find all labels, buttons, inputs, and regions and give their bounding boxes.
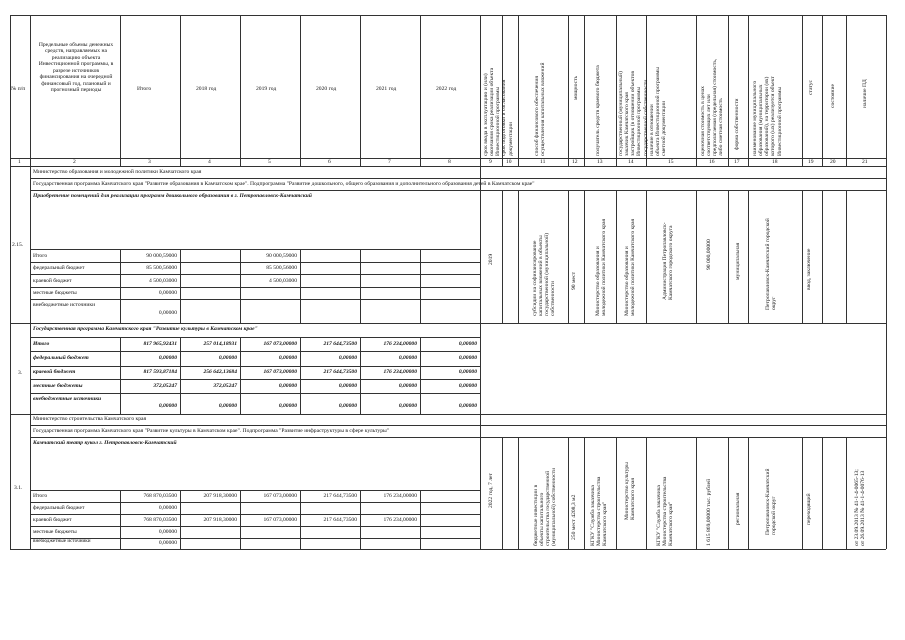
col-line <box>300 249 301 323</box>
cell-total: 0,00000 <box>158 310 177 316</box>
cell-2018: 256 642,13684 <box>203 369 237 375</box>
row-line <box>30 351 480 352</box>
colnum: 3 <box>148 159 151 165</box>
col-line <box>616 15 617 166</box>
colnum: 4 <box>208 159 211 165</box>
cell-2018: 207 918,30000 <box>203 493 237 499</box>
row-line <box>30 287 480 288</box>
col-line <box>748 15 749 166</box>
cell-total: 768 870,03500 <box>143 517 177 523</box>
col-line <box>180 337 181 414</box>
cell-total: 817 965,92431 <box>143 341 177 347</box>
cell-total: 0,00000 <box>158 355 177 361</box>
col-line <box>568 190 569 323</box>
cell-total: 0,00000 <box>158 403 177 409</box>
cell-2019: 167 073,00000 <box>263 341 297 347</box>
s3-state: переходящий <box>806 493 812 525</box>
colnum: 18 <box>772 159 778 165</box>
row-line <box>30 249 480 250</box>
col-line <box>568 437 569 549</box>
col-line <box>748 190 749 323</box>
header-col13: государственный (муниципальный) заказчик Камчатского края застройщик (в отношении объектов Инвестиционной программы государственной собственности <box>618 70 649 156</box>
col-line <box>300 15 301 166</box>
cell-total: 0,00000 <box>158 540 177 546</box>
col-line <box>846 190 847 323</box>
col-line <box>120 337 121 414</box>
cell-2022: 0,00000 <box>458 403 477 409</box>
cell-2018: 0,00000 <box>218 403 237 409</box>
col-line <box>728 437 729 549</box>
colnum: 9 <box>489 159 492 165</box>
cell-2020: 217 644,73500 <box>323 369 357 375</box>
colnum: 13 <box>597 159 603 165</box>
s1-ownership: муниципальная <box>735 242 741 280</box>
col-line <box>420 249 421 323</box>
row-number: 3. <box>18 370 23 376</box>
colnum: 2 <box>73 159 76 165</box>
colnum: 7 <box>388 159 391 165</box>
row-line <box>30 274 480 275</box>
header-col17: наименование муниципального образования (муниципальных образований), на территории (ях) которого (ых) реализуется объект Инвестиционной программы <box>752 76 783 156</box>
colnum: 10 <box>506 159 512 165</box>
s1-commission-year: 2019 <box>488 253 494 265</box>
col-line <box>696 15 697 166</box>
col-line <box>30 15 31 549</box>
col-line <box>180 490 181 549</box>
col-line <box>420 15 421 166</box>
header-col12: получатель средств краевого бюджета <box>595 65 601 156</box>
s3-customer: Министерство культуры Камчатского края <box>624 462 637 520</box>
cell-2019: 85 500,56000 <box>266 265 297 271</box>
header-col18: статус <box>808 80 814 95</box>
col-line <box>502 190 503 323</box>
row-number: 2.15. <box>12 242 24 248</box>
cell-2020: 217 644,73500 <box>323 517 357 523</box>
col-line <box>518 15 519 166</box>
col-line <box>240 249 241 323</box>
row-label: краевой бюджет <box>33 369 76 375</box>
col-line <box>502 437 503 549</box>
s3-recipient: КГКУ "Служба заказчика Министерства строительства Камчатского края" <box>590 476 609 546</box>
cell-total: 0,00000 <box>158 505 177 511</box>
cell-total: 768 870,03500 <box>143 493 177 499</box>
colnum: 19 <box>808 159 814 165</box>
s1-customer: Министерство образования и молодежной политики Камчатского края <box>624 218 637 316</box>
col-line <box>846 15 847 166</box>
header-col3: Итого <box>137 86 152 92</box>
cell-2022: 0,00000 <box>458 383 477 389</box>
col-line <box>360 15 361 166</box>
row-line <box>30 262 480 263</box>
s3-design-docs: от 23.09.2013 № 41-1-4-0065-13; от 26.09.2013 № 41-1-4-0076-13 <box>854 469 867 546</box>
cell-2020: 0,00000 <box>338 403 357 409</box>
cell-2018: 257 014,18931 <box>203 341 237 347</box>
s1-developer: Администрация Петропавловск- Камчатского городского округа <box>662 222 675 300</box>
row-number: 3.1. <box>14 485 23 491</box>
cell-2019: 90 000,59000 <box>266 253 297 259</box>
col-line <box>802 437 803 549</box>
object-title: Приобретение помещений для реализации программ дошкольного образования в г. Петропавловск-Камчатский <box>33 193 312 199</box>
cell-2019: 167 073,00000 <box>263 369 297 375</box>
cell-2018: 372,05247 <box>213 383 237 389</box>
colnum: 5 <box>268 159 271 165</box>
col-line <box>616 437 617 549</box>
colnum: 11 <box>540 159 546 165</box>
row-line <box>30 514 480 515</box>
col-line <box>822 437 823 549</box>
colnum: 16 <box>709 159 715 165</box>
col-line <box>584 15 585 166</box>
cell-2022: 0,00000 <box>458 369 477 375</box>
colnum: 17 <box>734 159 740 165</box>
col-line <box>360 249 361 323</box>
col-line <box>480 15 481 549</box>
colnum-bottom-line <box>10 166 886 167</box>
cell-2019: 0,00000 <box>278 355 297 361</box>
cell-2018: 207 918,30000 <box>203 517 237 523</box>
s1-estimated-cost: 90 000,00000 <box>706 239 712 270</box>
row-label: Итого <box>33 253 48 259</box>
row-line <box>30 178 886 179</box>
colnum: 8 <box>448 159 451 165</box>
table-border-top <box>10 15 886 16</box>
cell-total: 4 500,03000 <box>149 278 177 284</box>
cell-total: 0,00000 <box>158 290 177 296</box>
col-line <box>300 490 301 549</box>
cell-2021: 0,00000 <box>398 403 417 409</box>
cell-total: 0,00000 <box>158 529 177 535</box>
s3-capacity: 250 мест 4208,3 м2 <box>571 494 577 540</box>
section-line <box>10 414 886 415</box>
header-col2: Предельные объемы денежных средств, направляемых на реализацию объекта Инвестиционной программы, в разрезе источников финансирования на очередной финансовый год, плановый и прогнозный периоды <box>38 42 114 93</box>
object-title: Камчатский театр кукол г. Петропавловск-Камчатский <box>33 440 177 446</box>
col-line <box>360 337 361 414</box>
col-line <box>240 15 241 166</box>
col-line <box>822 15 823 166</box>
row-line <box>30 337 480 338</box>
header-col10: способ финансового обеспечения осуществления капитальных вложений <box>534 62 547 156</box>
row-line <box>30 425 886 426</box>
header-col11: мощность <box>573 75 579 100</box>
colnum: 20 <box>830 159 836 165</box>
row-line <box>30 366 480 367</box>
row-label: внебюджетные источники <box>33 538 91 544</box>
program-title: Государственная программа Камчатского края "Развитие культуры в Камчатском крае". Подпрограмма "Развитие инфраструктуры в сфере культуры" <box>33 428 390 434</box>
col-line <box>120 490 121 549</box>
header-col16: форма собственности <box>734 98 740 150</box>
colnum: 21 <box>862 159 868 165</box>
col-line <box>616 190 617 323</box>
row-label: местные бюджеты <box>33 290 77 296</box>
colnum: 14 <box>628 159 634 165</box>
cell-2021: 176 234,00000 <box>383 341 417 347</box>
col-line <box>696 437 697 549</box>
s1-municipality: Петропавловск-Камчатский городской округ <box>765 218 778 310</box>
row-label: федеральный бюджет <box>33 355 89 361</box>
col-line <box>360 490 361 549</box>
header-col7: 2021 год <box>376 86 397 92</box>
cell-2020: 0,00000 <box>338 383 357 389</box>
col-line <box>420 337 421 414</box>
s3-estimated-cost: 1 615 869,00000 тыс. рублей <box>706 478 712 546</box>
col-line <box>748 437 749 549</box>
col-line <box>240 337 241 414</box>
col-line <box>180 15 181 166</box>
col-line <box>420 490 421 549</box>
section-line <box>10 323 886 324</box>
cell-2021: 0,00000 <box>398 383 417 389</box>
col-line <box>646 190 647 323</box>
row-label: федеральный бюджет <box>33 265 85 271</box>
col-line <box>646 437 647 549</box>
col-line <box>120 15 121 166</box>
cell-2021: 0,00000 <box>398 355 417 361</box>
header-col6: 2020 год <box>316 86 337 92</box>
col-line <box>728 15 729 166</box>
cell-2020: 217 644,73500 <box>323 493 357 499</box>
row-label: внебюджетные источники <box>33 396 102 402</box>
section-title: Министерство строительства Камчатского края <box>33 416 147 422</box>
col-line <box>584 190 585 323</box>
s3-financing-method: бюджетные инвестиции в объекты капитального строительства государственной (муниципальной) собственности <box>533 467 558 546</box>
cell-total: 85 500,56000 <box>146 265 177 271</box>
header-col20: наличие ПД <box>862 79 868 108</box>
header-col9: срок ввода в эксплуатацию и (или) окончания срока реализации объекта Инвестиционной программы срок подготовки и согласования документации <box>483 67 514 156</box>
col-line <box>300 337 301 414</box>
row-label: краевой бюджет <box>33 517 72 523</box>
row-line <box>30 299 480 300</box>
cell-2021: 176 234,00000 <box>383 493 417 499</box>
s3-municipality: Петропавловск-Камчатский городской округ <box>765 468 778 535</box>
row-line <box>30 490 480 491</box>
col-line <box>802 190 803 323</box>
row-line <box>30 379 480 380</box>
s3-developer: КГКУ "Служба заказчика Министерства строительства Камчатского края" <box>656 476 675 546</box>
s3-commission-year: 2022 год, 7 лет <box>488 473 494 508</box>
header-col14: наличие в отношении объекта Инвестиционной программы сметной документации <box>649 66 668 156</box>
col-line <box>822 190 823 323</box>
s1-capacity: 90 мест <box>571 271 577 290</box>
cell-2020: 0,00000 <box>338 355 357 361</box>
header-col1: № п/п <box>11 86 26 92</box>
row-line <box>30 393 480 394</box>
col-line <box>180 249 181 323</box>
cell-2021: 176 234,00000 <box>383 369 417 375</box>
col-line <box>696 190 697 323</box>
row-label: местные бюджеты <box>33 383 83 389</box>
col-line <box>728 190 729 323</box>
cell-2021: 176 234,00000 <box>383 517 417 523</box>
colnum: 12 <box>572 159 578 165</box>
row-label: местные бюджеты <box>33 529 77 535</box>
cell-2020: 217 644,73500 <box>323 341 357 347</box>
col-line <box>568 15 569 166</box>
cell-2019: 0,00000 <box>278 403 297 409</box>
s1-recipient: Министерство образования и молодежной политики Камчатского края <box>595 218 608 316</box>
s3-ownership: региональная <box>735 492 741 525</box>
colnum: 15 <box>668 159 674 165</box>
cell-2018: 0,00000 <box>218 355 237 361</box>
header-col19: состояние <box>830 83 836 108</box>
section-title: Министерство образования и молодежной политики Камчатского края <box>33 169 202 175</box>
row-line <box>30 190 886 191</box>
header-col4: 2018 год <box>196 86 217 92</box>
cell-total: 90 000,59000 <box>146 253 177 259</box>
col-line <box>584 437 585 549</box>
cell-total: 372,05247 <box>153 383 177 389</box>
col-line <box>518 190 519 323</box>
col-line <box>802 15 803 166</box>
header-col8: 2022 год <box>436 86 457 92</box>
col-line <box>10 15 11 549</box>
cell-2019: 167 073,00000 <box>263 517 297 523</box>
row-label: федеральный бюджет <box>33 505 85 511</box>
row-label: внебюджетные источники <box>33 302 96 308</box>
cell-2019: 0,00000 <box>278 383 297 389</box>
row-label: Итого <box>33 493 48 499</box>
row-label: краевой бюджет <box>33 278 72 284</box>
program-title: Государственная программа Камчатского края "Развитие культуры в Камчатском крае" <box>33 326 258 332</box>
row-line <box>30 502 480 503</box>
col-line <box>846 437 847 549</box>
cell-2022: 0,00000 <box>458 355 477 361</box>
colnum: 1 <box>18 159 21 165</box>
header-col15: оценочная стоимость в ценах соответствующих лет или предполагаемая (предельная) стоимость, либо сметная стоимость <box>700 58 725 156</box>
row-label: Итого <box>33 341 50 347</box>
s1-state: ввод, заключение <box>806 248 812 290</box>
cell-total: 817 593,87184 <box>143 369 177 375</box>
colnum: 6 <box>328 159 331 165</box>
header-col5: 2019 год <box>256 86 277 92</box>
table-border-bottom <box>10 549 886 550</box>
row-line <box>30 437 886 438</box>
col-line <box>518 437 519 549</box>
cell-2019: 4 500,03000 <box>269 278 297 284</box>
col-line <box>240 490 241 549</box>
cell-2022: 0,00000 <box>458 341 477 347</box>
program-title: Государственная программа Камчатского края "Развитие образования в Камчатском крае". Подпрограмма "Развитие дошкольного, общего образования и дополнительного образования детей в Камчатском крае" <box>33 181 535 187</box>
table-border-right <box>886 15 887 549</box>
row-line <box>30 526 480 527</box>
s1-financing-method: субсидии на софинансирование капитальных вложений в объекты государственной (муниципальной) собственности <box>532 233 557 316</box>
col-line <box>120 249 121 323</box>
cell-2019: 167 073,00000 <box>263 493 297 499</box>
